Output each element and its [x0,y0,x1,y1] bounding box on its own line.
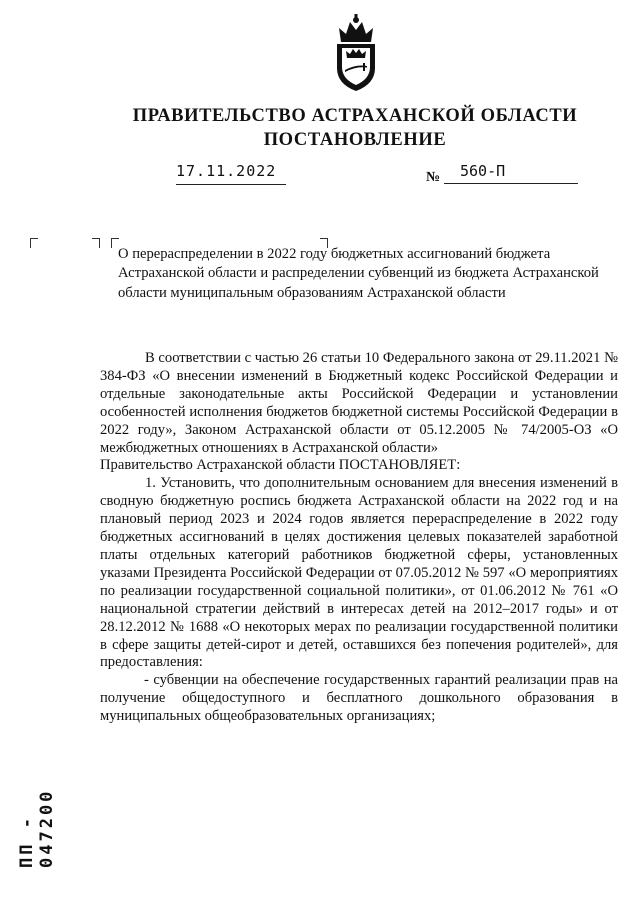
resolves-line: Правительство Астраханской области ПОСТАНОВЛЯЕТ: [100,457,461,474]
corner-mark [92,238,100,248]
document-type: ПОСТАНОВЛЕНИЕ [263,130,447,150]
list-item: - субвенции на обеспечение государственных гарантий реализации прав на получение общедоступного и бесплатного дошкольного образования в муниципальных общеобразовательных организациях; [100,672,618,725]
number-sign: № [426,170,441,185]
document-date: 17.11.2022 [176,162,286,185]
registration-stamp: ПП - 047200 [17,788,57,868]
document-body [100,350,618,726]
government-title: ПРАВИТЕЛЬСТВО АСТРАХАНСКОЙ ОБЛАСТИ [132,106,578,126]
clause-1: 1. Установить, что дополнительным основанием для внесения изменений в сводную бюджетную роспись бюджета Астраханской области на 2022 год и на плановый период 2023 и 2024 годов является перераспределение в 2022 году бюджетных ассигнований в целях достижения целевых показателей заработной платы отдельных категорий работников бюджетной сферы, установленных указами Президента Российской Федерации от 07.05.2012 № 597 «О мероприятиях по реализации государственной социальной политики», от 01.06.2012 № 761 «О национальной стратегии действий в интересах детей на 2012–2017 годы» и от 28.12.2012 № 1688 «О некоторых мерах по реализации государственной политики в сфере защиты детей-сирот и детей, оставшихся без попечения родителей», для предоставления: [100,475,618,671]
document-number: 560-П [444,162,578,184]
corner-mark [30,238,38,248]
coat-of-arms-icon [333,14,379,92]
document-subject: О перераспределении в 2022 году бюджетных ассигнований бюджета Астраханской области и распределении субвенций из бюджета Астраханской области муниципальным образованиям Астраханской области [118,246,599,301]
preamble-paragraph: В соответствии с частью 26 статьи 10 Федерального закона от 29.11.2021 № 384-ФЗ «О внесении изменений в Бюджетный кодекс Российской Федерации и отдельные законодательные акты Российской Федерации и установлении особенностей исполнения бюджетов бюджетной системы Российской Федерации в 2022 году», Законом Астраханской области от 05.12.2005 № 74/2005-ОЗ «О межбюджетных отношениях в Астраханской области» [100,350,618,456]
